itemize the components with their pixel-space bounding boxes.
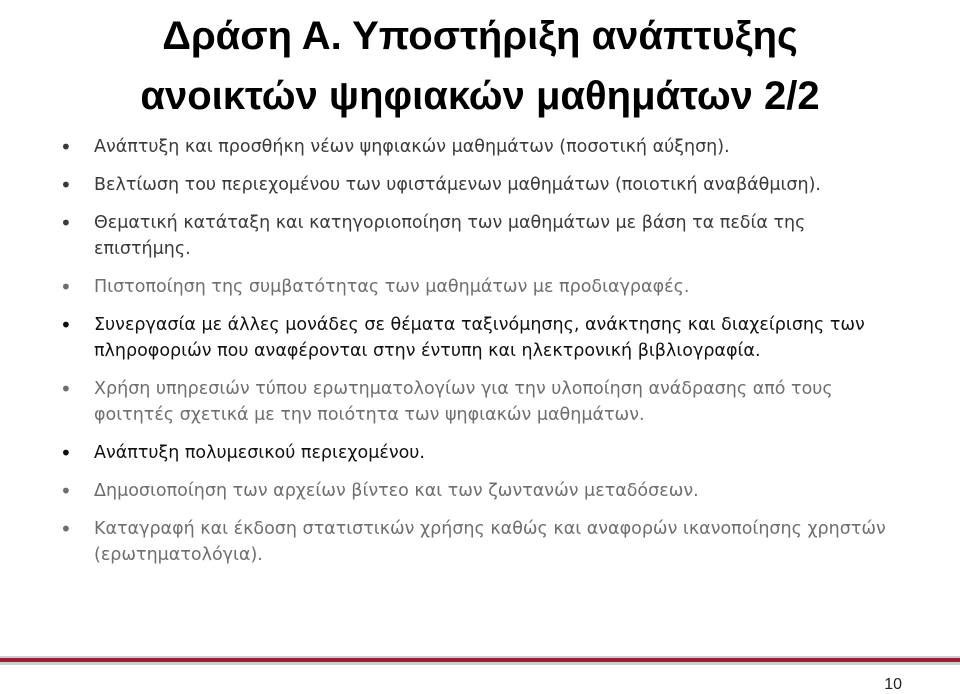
bullet-item: • Πιστοποίηση της συμβατότητας των μαθημάτων με προδιαγραφές. [0, 274, 960, 300]
bullet-item: • Ανάπτυξη και προσθήκη νέων ψηφιακών μαθημάτων (ποσοτική αύξηση). [0, 134, 960, 160]
footer-accent-line [0, 658, 960, 662]
bullet-item: • Θεματική κατάταξη και κατηγοριοποίηση των μαθημάτων με βάση τα πεδία της επιστήμης. [0, 210, 960, 262]
bullet-item: • Χρήση υπηρεσιών τύπου ερωτηματολογίων για την υλοποίηση ανάδρασης από τους φοιτητές σχετικά με την ποιότητα των ψηφιακών μαθημάτων. [0, 376, 960, 428]
bullet-item: • Δημοσιοποίηση των αρχείων βίντεο και των ζωντανών μεταδόσεων. [0, 478, 960, 504]
page-number: 10 [884, 676, 902, 693]
bullet-list [0, 134, 960, 580]
slide-title-line-1: Δράση Α. Υποστήριξη ανάπτυξης [162, 14, 798, 58]
slide-title-line-2: ανοικτών ψηφιακών μαθημάτων 2/2 [140, 74, 820, 118]
bullet-item: • Βελτίωση του περιεχομένου των υφιστάμενων μαθημάτων (ποιοτική αναβάθμιση). [0, 172, 960, 198]
bullet-item: • Ανάπτυξη πολυμεσικού περιεχομένου. [0, 440, 960, 466]
bullet-item: • Συνεργασία με άλλες μονάδες σε θέματα ταξινόμησης, ανάκτησης και διαχείρισης των πληροφοριών που αναφέρονται στην έντυπη και ηλεκτρονική βιβλιογραφία. [0, 312, 960, 364]
bullet-item: • Καταγραφή και έκδοση στατιστικών χρήσης καθώς και αναφορών ικανοποίησης χρηστών (ερωτηματολόγια). [0, 516, 960, 568]
slide-title [0, 0, 960, 126]
